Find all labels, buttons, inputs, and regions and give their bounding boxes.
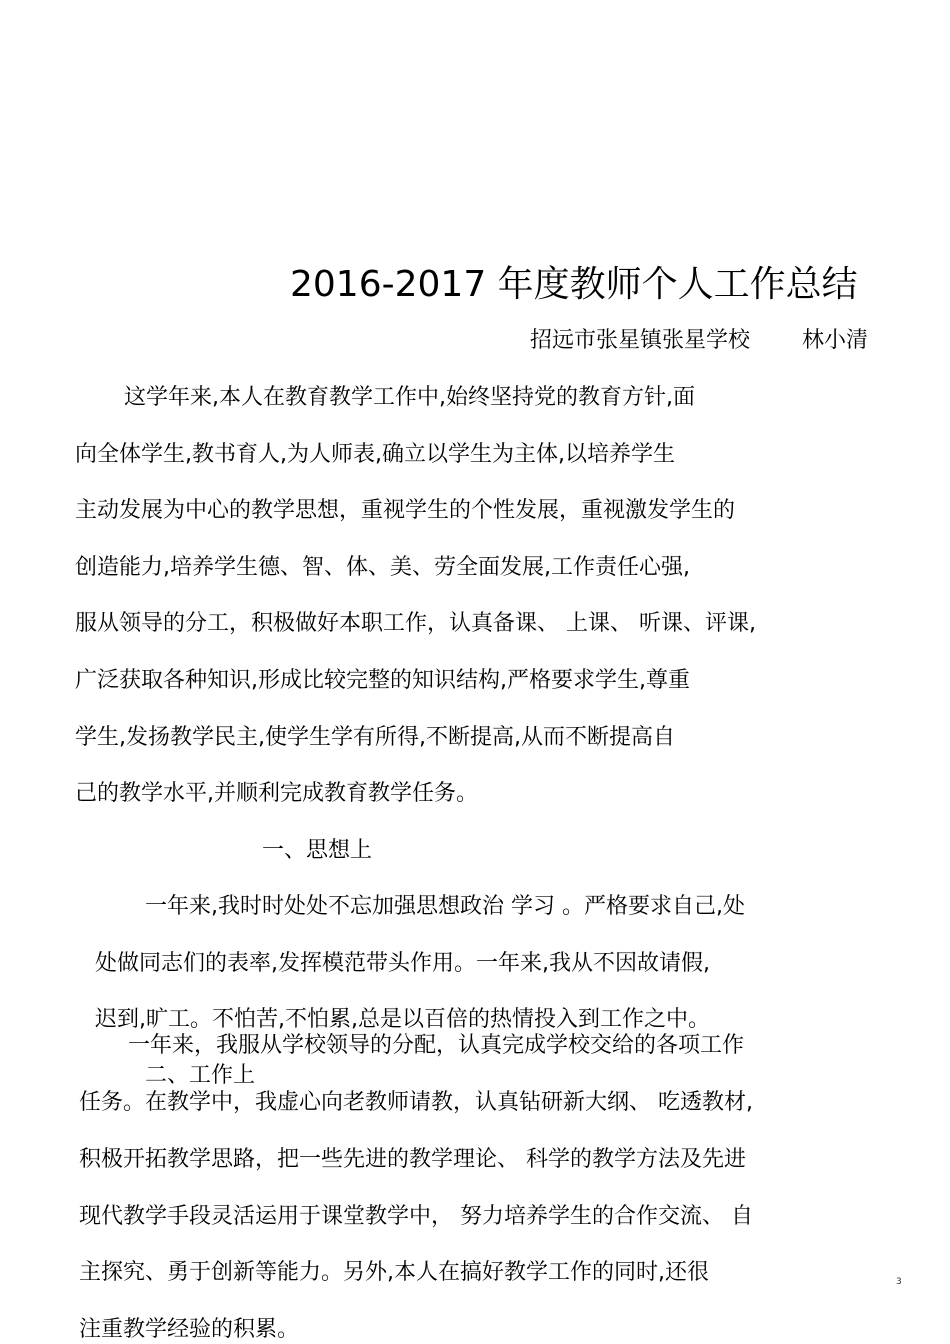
intro-line: 己的教学水平,并顺利完成教育教学任务。 <box>75 781 478 806</box>
author-name: 林小清 <box>802 328 869 353</box>
section-heading-work: 二、工作上 <box>145 1063 256 1088</box>
document-title: 2016-2017 年度教师个人工作总结 <box>290 264 858 305</box>
section2-line: 主探究、勇于创新等能力。另外,本人在搞好教学工作的同时,还很 <box>79 1260 709 1285</box>
section2-line: 任务。在教学中，我虚心向老教师请教，认真钻研新大纲、 吃透教材, <box>79 1090 753 1115</box>
intro-line: 向全体学生,教书育人,为人师表,确立以学生为主体,以培养学生 <box>75 442 675 467</box>
intro-line: 广泛获取各种知识,形成比较完整的知识结构,严格要求学生,尊重 <box>75 668 690 693</box>
section2-line: 一年来，我服从学校领导的分配，认真完成学校交给的各项工作 <box>128 1033 745 1058</box>
section1-line: 处做同志们的表率,发挥模范带头作用。一年来,我从不因故请假, <box>95 951 710 976</box>
section2-line: 积极开拓教学思路，把一些先进的教学理论、 科学的教学方法及先进 <box>79 1147 746 1172</box>
section1-line: 迟到,旷工。不怕苦,不怕累,总是以百倍的热情投入到工作之中。 <box>95 1007 710 1032</box>
page-number: 3 <box>896 1277 902 1287</box>
intro-line: 主动发展为中心的教学思想，重视学生的个性发展，重视激发学生的 <box>75 498 736 523</box>
intro-line: 创造能力,培养学生德、智、体、美、劳全面发展,工作责任心强, <box>75 555 690 580</box>
section2-line: 现代教学手段灵活运用于课堂教学中， 努力培养学生的合作交流、 自 <box>79 1204 753 1229</box>
intro-line: 服从领导的分工，积极做好本职工作，认真备课、 上课、 听课、评课, <box>75 611 756 636</box>
author-school: 招远市张星镇张星学校 <box>530 328 751 353</box>
intro-line: 学生,发扬教学民主,使学生学有所得,不断提高,从而不断提高自 <box>75 725 675 750</box>
author-line <box>530 326 868 356</box>
section2-line: 注重教学经验的积累。 <box>79 1317 300 1342</box>
section1-line: 一年来,我时时处处不忘加强思想政治 学习 。严格要求自己,处 <box>145 894 745 919</box>
section-heading-thought: 一、思想上 <box>262 838 373 863</box>
intro-line: 这学年来,本人在教育教学工作中,始终坚持党的教育方针,面 <box>124 385 695 410</box>
